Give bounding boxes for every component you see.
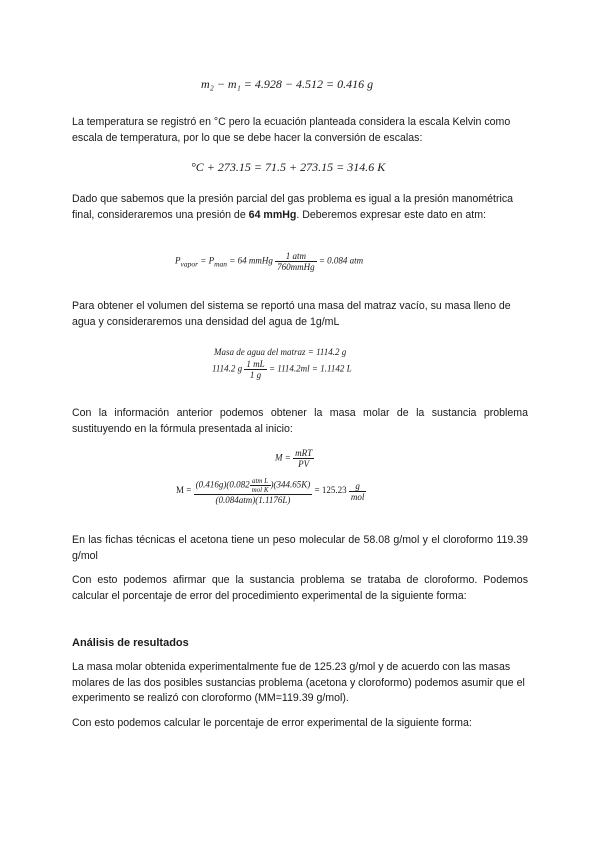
calc-num (194, 477, 313, 495)
p-man-sub: man (214, 259, 227, 269)
heading-analysis: Análisis de resultados (72, 637, 189, 649)
equation-temperature-conversion: °C + 273.15 = 71.5 + 273.15 = 314.6 K (191, 160, 386, 174)
calc-den: (0.084atm)(1.1176L) (215, 495, 291, 505)
calc-fraction (194, 477, 313, 505)
calc-result-unit-den: mol (350, 491, 365, 502)
calc-unit-num: atm L (250, 477, 271, 486)
pressure-fraction (275, 251, 317, 272)
pressure-value-bold: 64 mmHg (248, 208, 297, 221)
volume-fraction-den: 1 g (249, 370, 262, 380)
formula-den: PV (298, 459, 310, 469)
formula-fraction (293, 448, 314, 469)
paragraph-error: Con esto podemos calcular le porcentaje de error experimental de la siguiente forma: (72, 717, 472, 729)
paragraph-volume: Para obtener el volumen del sistema se reportó una masa del matraz vacío, su masa lleno de agua y consideraremos una densidad del agua de 1g/mL (72, 300, 511, 328)
pressure-value: = 64 mmHg (227, 255, 276, 266)
p-vapor-sub: vapor (180, 259, 198, 269)
calc-num-b: )(344.65K) (270, 479, 311, 490)
pressure-text-before: Dado que sabemos que la presión parcial del gas problema es igual a la presión manométrica final, consideraremos una presión de (72, 193, 514, 221)
equation-volume (212, 359, 352, 380)
equation-pressure-conversion (175, 251, 363, 272)
paragraph-fichas: En las fichas técnicas el acetona tiene un peso molecular de 58.08 g/mol y el cloroformo 119.39 g/mol (72, 534, 528, 562)
calc-left: M = (176, 485, 194, 496)
equation-mass-difference: m₂ − m₁ = 4.928 − 4.512 = 0.416 g (201, 77, 374, 91)
paragraph-analysis: La masa molar obtenida experimentalmente fue de 125.23 g/mol y de acuerdo con las masas molares de las dos posibles sustancias problema (acetona y cloroformo) podemos asumir que el experimento se realizó con cloroformo (MM=119.39 g/mol). (72, 661, 525, 704)
calc-unit-den: mol K (251, 486, 269, 494)
volume-result: = 1114.2ml = 1.1142 L (266, 363, 352, 374)
p-man: = P (198, 255, 215, 266)
calc-unit-fraction (250, 477, 271, 494)
equation-molar-calculation (176, 477, 366, 505)
pressure-fraction-den: 760mmHg (277, 262, 315, 272)
volume-left: 1114.2 g (212, 363, 245, 374)
pressure-result: = 0.084 atm (316, 255, 364, 266)
paragraph-temperature: La temperatura se registró en °C pero la ecuación planteada considera la escala Kelvin como escala de temperatura, por lo que se debe hacer la conversión de escalas: (72, 116, 511, 144)
calc-result-unit (349, 481, 367, 502)
equation-molar-formula (275, 448, 314, 469)
equation-water-mass: Masa de agua del matraz = 1114.2 g (214, 347, 347, 357)
calc-result: = 125.23 (312, 485, 347, 496)
paragraph-pressure (72, 192, 528, 223)
formula-left: M = (275, 452, 294, 463)
calc-num-a: (0.416g)(0.082 (195, 479, 250, 490)
paragraph-molar-mass: Con la información anterior podemos obtener la masa molar de la sustancia problema sustituyendo en la fórmula presentada al inicio: (72, 407, 528, 435)
paragraph-conclusion: Con esto podemos afirmar que la sustancia problema se trataba de cloroformo. Podemos calcular el porcentaje de error del procedimiento experimental de la siguiente forma: (72, 574, 528, 602)
pressure-text-after: . Deberemos expresar este dato en atm: (296, 208, 486, 221)
volume-fraction (244, 359, 266, 380)
calc-result-unit-num: g (349, 481, 367, 492)
formula-num: mRT (295, 448, 313, 458)
p-vapor: P (175, 255, 181, 266)
volume-fraction-num: 1 mL (246, 359, 265, 369)
pressure-fraction-num: 1 atm (275, 251, 317, 262)
